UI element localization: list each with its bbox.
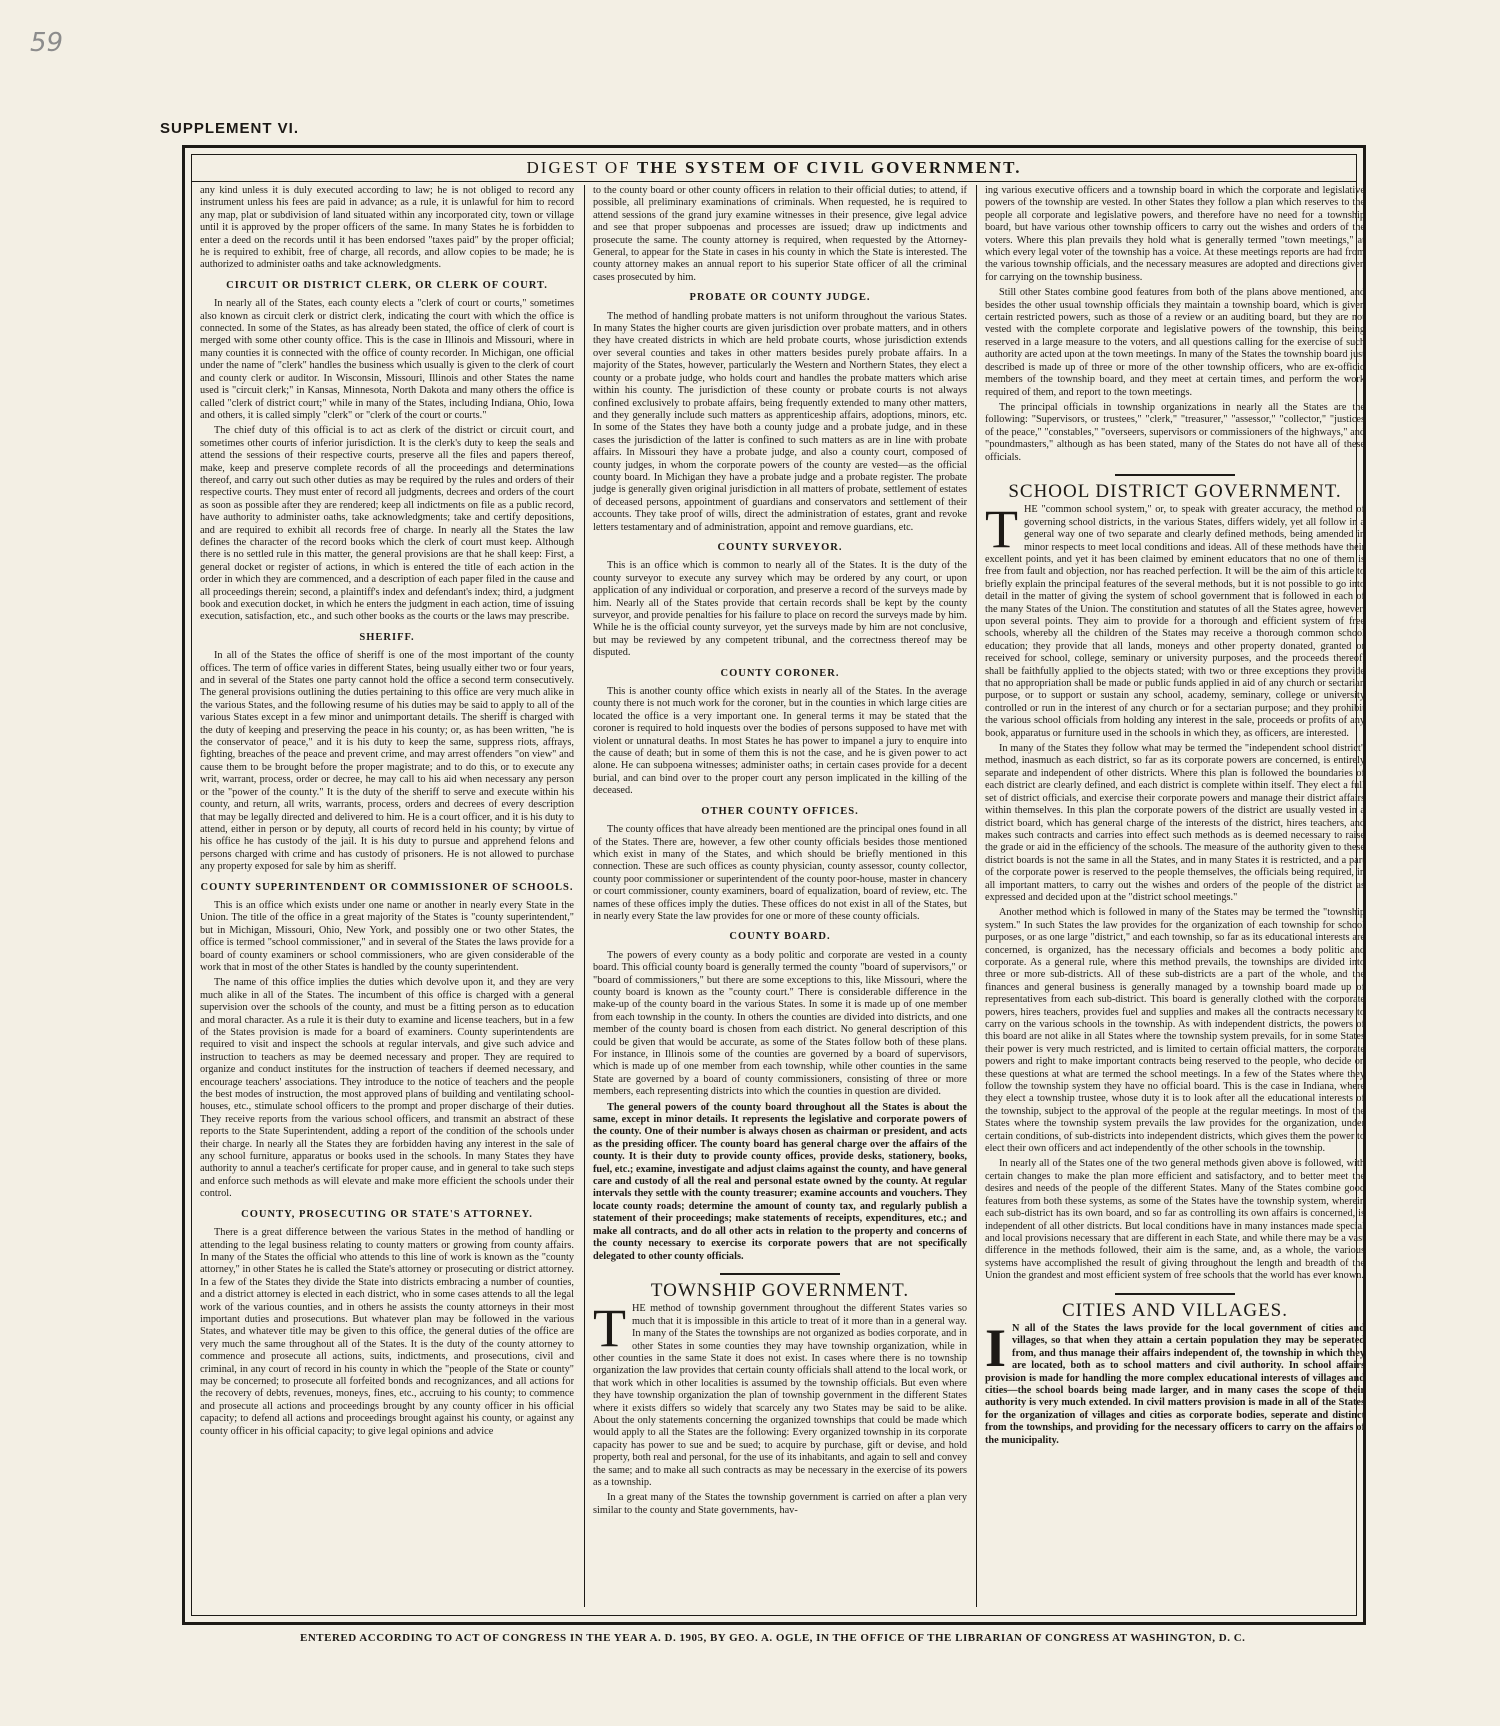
section-heading-superintendent: COUNTY SUPERINTENDENT OR COMMISSIONER OF SCHOOLS. xyxy=(200,881,574,893)
page-frame xyxy=(182,145,1366,1625)
drop-cap: I xyxy=(985,1317,1007,1378)
paragraph: HE "common school system," or, to speak with greater accuracy, the method of governing school districts, in the various States, differs widely, yet all follow in a general way one of two separate and clearly defined methods, being amended in minor respects to meet local conditions and ideas. All of these methods have their excellent points, and yet it has been claimed by eminent educators that no one of them is free from fault and objection, nor has reached perfection. It will be the aim of this article to briefly explain the principal features of the several methods, but it is not possible to go into detail in the matter of giving the system of school government that is followed in each of the many States of the Union. The constitution and statutes of all the States agree, however, upon several points. They aim to provide for a thorough and efficient system of free schools, whereby all the children of the States may receive a thorough common school education; they provide that all lands, moneys and other property donated, granted or received for school, college, seminary or university purposes, and the proceeds thereof, shall be faithfully applied to the objects stated; with two or three exceptions they provide that no appropriation shall be made or public funds applied in aid of any church or sectarian purpose, or to support or sustain any school, academy, seminary, college or university controlled or run in the interest of any church or for a sectarian purpose; and they prohibit the various school officials from holding any interest in the sale, proceeds or profits of any book, apparatus or furniture used in the schools in which they, as officers, are interested. xyxy=(985,504,1365,739)
section-heading-other-offices: OTHER COUNTY OFFICES. xyxy=(701,805,859,817)
section-heading-attorney: COUNTY, PROSECUTING OR STATE'S ATTORNEY. xyxy=(241,1208,533,1220)
section-heading-circuit-clerk: CIRCUIT OR DISTRICT CLERK, OR CLERK OF COURT. xyxy=(226,279,548,291)
paragraph: This is another county office which exists in nearly all of the States. In the average county there is not much work for the coroner, but in the counties in which large cities are located the office is a very important one. In general terms it may be stated that the coroner is required to hold inquests over the bodies of persons supposed to have met with violent or unnatural deaths. In most States he has power to impanel a jury to enquire into the cause of death; but in some of them this is not the case, and he is given power to act alone. He can subpoena witnesses; administer oaths; in certain cases provide for a decent burial, and can bind over to the proper court any person implicated in the killing of the deceased. xyxy=(593,686,967,797)
section-heading-township: TOWNSHIP GOVERNMENT. xyxy=(650,1279,910,1301)
paragraph: The general powers of the county board throughout all the States is about the same, except in minor details. It represents the legislative and corporate powers of the county. One of their number is always chosen as chairman or president, and acts as the presiding officer. The county board has general charge over the affairs of the county. It is their duty to provide county offices, provide desks, stationery, books, fuel, etc.; examine, investigate and adjust claims against the county, and have general care and custody of all the real and personal estate owned by the county. At regular intervals they settle with the county treasurer; examine accounts and vouchers. They locate county roads; determine the amount of county tax, and regularly publish a statement of their proceedings; make statements of receipts, expenditures, etc.; and make all contracts, and do all other acts in relation to the property and concerns of the county necessary to exercise its corporate powers that are not specifically delegated to other county officials. xyxy=(593,1101,967,1262)
paragraph: N all of the States the laws provide for the local government of cities and villages, so that when they attain a certain population they may be seperated from, and thus manage their affairs independent of, the township in which they are located, both as to school matters and civil authority. In school affairs provision is made for handling the more complex educational interests of villages and cities—the school boards being made larger, and in many cases the scope of their authority is very much extended. In civil matters provision is made in all of the States for the organization of villages and cities as corporate bodies, seperate and distinct from the townships, and providing for the necessary officers to carry on the affairs of the municipality. xyxy=(985,1322,1365,1446)
page-number-annotation: 59 xyxy=(30,28,64,58)
paragraph: In nearly all of the States, each county elects a "clerk of court or courts," sometimes also known as circuit clerk or district clerk, indicating the court with which the office is connected. In some of the States, as has already been stated, the office of clerk of court is merged with some other county office. This is the case in Illinois and Missouri, where in many counties it is connected with the office of county recorder. In Michigan, one official under the name of "clerk" handles the business which usually is given to the clerk of court and county clerk or auditor. In Wisconsin, Missouri, Illinois and other States the name used is "circuit clerk;" in Kansas, Minnesota, North Dakota and many others the office is called "clerk of district court;" while in many of the States, including Indiana, Ohio, Iowa and others, it is called simply "clerk" or "clerk of the court or courts." xyxy=(200,298,574,421)
paragraph: In many of the States they follow what may be termed the "independent school district" method, inasmuch as each district, so far as its corporate powers are concerned, is entirely separate and independent of other districts. Where this plan is followed the boundaries of each district are clearly defined, and each district is complete within itself. They elect a full set of district officials, and exercise their corporate powers and manage their district affairs within themselves. In this plan the corporate powers of the district are usually vested in a district board, which has general charge of the interests of the district, hires teachers, and makes such contracts and carries into effect such methods as is deemed necessary to raise the grade or aid in the efficiency of the schools. The measure of the authority given to these district boards is not the same in all the States, and in many States it is restricted, and a part of the corporate power is reserved to the people themselves, the officials being required, in all important matters, to carry out the wishes and orders of the people of the district as expressed and decided upon at the "district school meetings." xyxy=(985,743,1365,903)
paragraph: This is an office which exists under one name or another in nearly every State in the Union. The title of the office in a great majority of the States is "county superintendent," but in Michigan, Missouri, Ohio, New York, and possibly one or two other States, the office is termed "school commissioner," and in several of the States the laws provide for a board of county examiners or school commissioners, who are given considerable of the work that in most of the other States is handled by the county superintendent. xyxy=(200,899,574,973)
masthead-pre: DIGEST OF xyxy=(526,158,631,177)
divider xyxy=(720,1273,840,1275)
copyright-footer: ENTERED ACCORDING TO ACT OF CONGRESS IN THE YEAR A. D. 1905, BY GEO. A. OGLE, IN THE OFFICE OF THE LIBRARIAN OF CONGRESS AT WASHINGTON, D. C. xyxy=(300,1632,1246,1644)
paragraph: The name of this office implies the duties which devolve upon it, and they are very much alike in all of the States. The incumbent of this office is charged with a general supervision over the schools of the county, and must be a fitting person as to education and moral character. As a rule it is their duty to examine and license teachers, but in a few of the States provision is made for a board of examiners. County superintendents are required to visit and inspect the schools at regular intervals, and give such advice and instruction to teachers as may be deemed necessary and proper. They are required to organize and conduct institutes for the instruction of teachers if deemed necessary, and encourage teachers' associations. They introduce to the notice of teachers and the people the best modes of instruction, the most approved plans of building and ventilating school-houses, etc., stimulate school officers to the prompt and proper discharge of their duties. They receive reports from the various school officers, and transmit an abstract of these reports to the State Superintendent, adding a report of the condition of the schools under their charge. In nearly all the States they are forbidden having any interest in the sale of any school furniture, apparatus or books used in the schools. In many States they have authority to annul a teacher's certificate for proper cause, and in general to take such steps and enforce such methods as will elevate and make more efficient the schools under their control. xyxy=(200,977,574,1200)
divider xyxy=(1115,474,1235,476)
section-heading-school-district: SCHOOL DISTRICT GOVERNMENT. xyxy=(1008,480,1342,502)
paragraph: In a great many of the States the township government is carried on after a plan very similar to the county and State governments, hav- xyxy=(593,1492,967,1516)
supplement-label: SUPPLEMENT VI. xyxy=(160,120,300,137)
section-heading-probate: PROBATE OR COUNTY JUDGE. xyxy=(689,292,871,304)
inner-frame xyxy=(191,154,1365,1616)
paragraph: In all of the States the office of sheriff is one of the most important of the county offices. The term of office varies in different States, being usually either two or four years, and in several of the States one party cannot hold the office a second term consecutively. The general provisions outlining the duties pertaining to this office are very much alike in the various States, and the following resume of his duties may be said to apply to all of the various States except in a few minor and unimportant details. The sheriff is charged with the duty of keeping and preserving the peace in his county; or, as has been written, "he is the conservator of peace," and it is his duty to keep the same, suppress riots, affrays, fighting, breaches of the peace and prevent crime, and may arrest offenders "on view" and cause them to be brought before the proper magistrate; and to do this, or to execute any writ, warrant, process, order or decree, he may call to his aid when necessary any person or the "power of the county." It is the duty of the sheriff to serve and execute within his county, and return, all writs, warrants, process, orders and decrees of every description that may be legally directed and delivered to him. He is a court officer, and it is his duty to attend, either in person or by deputy, all courts of record held in his county; by virtue of his office he has custody of the jail. It is his duty to pursue and apprehend felons and persons charged with crime and has custody of prisoners. He is not allowed to purchase any property exposed for sale by him as sheriff. xyxy=(200,650,574,873)
paragraph: The chief duty of this official is to act as clerk of the district or circuit court, and sometimes other courts of inferior jurisdiction. It is the clerk's duty to keep the seals and attend the sessions of their respective courts, preserve all the files and papers thereof, make, keep and preserve complete records of all the proceedings and determinations thereof, and carry out such other duties as may be required by the rules and orders of their respective courts. They must enter of record all judgments, decrees and orders of the court as soon as possible after they are rendered; keep all indictments on file as a public record, have authority to administer oaths, take acknowledgments; take and certify depositions, and are required to exhibit all records free of charge. In nearly all the States the law defines the character of the record books which the clerk of court must keep. Although there is no settled rule in this matter, the general provisions are that he shall keep: First, a general docket or register of actions, in which is entered the title of each action in the order in which they are commenced, and a description of each paper filed in the cause and all proceedings therein; second, a plaintiff's index and defendant's index; third, a judgment book and execution docket, in which he enters the judgment in each action, time of issuing execution, satisfaction, etc., and such other books as the courts or the laws may prescribe. xyxy=(200,425,574,623)
paragraph: any kind unless it is duly executed according to law; he is not obliged to record any instrument unless his fees are paid in advance; as a rule, it is unlawful for him to record any map, plat or subdivision of land situated within any incorporated city, town or village until it is approved by the proper officers of the same. In many States he is forbidden to enter a deed on the records until it has been endorsed "taxes paid" by the proper official; he is required to exhibit, free of charge, all records, and allow copies to be made; he is authorized to administer oaths and take acknowledgments. xyxy=(200,185,574,271)
paragraph: ing various executive officers and a township board in which the corporate and legislative powers of the township are vested. In other States they follow a plan which reserves to the people all corporate and legislative powers, and therefore have no need for a township board, but have various other township officers to carry out the wishes and orders of the voters. Where this plan prevails they hold what is generally termed "town meetings," at which every legal voter of the township has a voice. At these meetings reports are had from the various township officials, and the necessary measures are adopted and directions given for carrying on the township business. xyxy=(985,185,1365,283)
divider xyxy=(1115,1293,1235,1295)
paragraph: The method of handling probate matters is not uniform throughout the various States. In many States the higher courts are given jurisdiction over probate matters, and in others they have created districts in which are held probate courts, whose jurisdiction extends over several counties and takes in other matters besides purely probate affairs. In a majority of the States, however, particularly the Western and Northern States, they elect a county or a probate judge, who holds court and handles the probate matters which arise within his county. The jurisdiction of these county or probate courts is not always confined exclusively to probate affairs, being frequently extended to many other matters, and they generally include such matters as apprenticeship affairs, adoptions, minors, etc. In some of the States they have both a county judge and a probate judge, and in these cases the jurisdiction of the latter is confined to such matters as are in line with probate affairs. In Missouri they have a probate judge, and also a county court, composed of county judges, in whom the corporate powers of the county are vested—as the official county board. In Michigan they have a probate judge and a probate register. The probate judge is generally given original jurisdiction in all matters of probate, settlement of estates of deceased persons, appointment of guardians and conservators and settlement of their accounts. They take proof of wills, direct the administration of estates, grant and revoke letters testamentary and of administration, appoint and remove guardians, etc. xyxy=(593,310,967,533)
drop-cap: T xyxy=(985,499,1018,560)
paragraph: The county offices that have already been mentioned are the principal ones found in all of the States. There are, however, a few other county officials besides those mentioned which exist in many of the States, and which should be briefly mentioned in this connection. These are such offices as county physician, county assessor, county collector, county poor commissioner or superintendent of the county poor-house, master in chancery or court commissioner, county examiners, board of equalization, board of review, etc. The names of these offices imply the duties. These offices do not exist in all of the States, but in nearly every State the law provides for one or more of these county officials. xyxy=(593,824,967,922)
paragraph: In nearly all of the States one of the two general methods given above is followed, with certain changes to make the plan more efficient and satisfactory, and to better meet the desires and needs of the people of the different States. Many of the States combine good features from both these systems, as some of the States have the township system, wherein each sub-district has its own board, and so far as controlling its own affairs is concerned, is independent of all other districts. But local conditions have in many instances made special and local provisions necessary that are different in each State, and while there may be a vast difference in the methods followed, their aim is the same, and, as a whole, the various systems have accomplished the result of giving throughout the length and breadth of the Union the grandest and most efficient system of free schools that the world has ever known. xyxy=(985,1158,1365,1282)
paragraph: HE method of township government throughout the different States varies so much that it is impossible in this article to treat of it more than in a general way. In many of the States the townships are not organized as bodies corporate, and in other States in some counties they may have township organization, while in other counties in the same State it does not exist. In cases where there is no township organization the law provides that certain county officials shall attend to the local work, or that work which in other localities is assumed by the township officials. But even where they have township organization the plan of township government in the different States where it exists differs so widely that scarcely any two States may be said to be alike. About the only statements concerning the organized townships that could be made which would apply to all the States are the following: Every organized township in its corporate capacity has power to sue and be sued; to acquire by purchase, gift or devise, and hold property, both real and personal, for the use of its inhabitants, and again to sell and convey the same; and to make all such contracts as may be necessary in the exercise of its powers as a township. xyxy=(593,1303,967,1488)
paragraph: There is a great difference between the various States in the method of handling or attending to the legal business relating to county matters or growing from county affairs. In many of the States the official who attends to this line of work is known as the "county attorney," in other States he is called the State's attorney or prosecuting or district attorney. In a few of the States they divide the State into districts embracing a number of counties, and a district attorney is elected in each district, who in some cases attends to all the legal work of the various counties, and in others he assists the county attorneys in their most important duties and prosecutions. But whatever plan may be followed in the various States, and whatever title may be given to this office, the general duties of the office are very much the same throughout all of the States. It is the duty of the county attorney to commence and prosecute all actions, suits, indictments, and prosecutions, civil and criminal, in any court of record in his county in which the "people of the State or county" may be concerned; to prosecute all forfeited bonds and recognizances, and all actions for the recovery of debts, revenues, moneys, fines, etc., accruing to his county; to commence and prosecute all actions and proceedings brought by any county officer in his official capacity; to defend all actions and proceedings brought against his county, or against any county officer in his official capacity; to give legal opinions and advice xyxy=(200,1227,574,1437)
masthead-title: THE SYSTEM OF CIVIL GOVERNMENT. xyxy=(636,158,1022,177)
paragraph: to the county board or other county officers in relation to their official duties; to attend, if possible, all preliminary examinations of criminals. When requested, he is required to attend sessions of the grand jury examine witnesses in their presence, give legal advice and see that proper subpoenas and processes are issued; draw up indictments and prosecute the same. The county attorney is required, when requested by the Attorney-General, to appear for the State in cases in his county in which the State is interested. The county attorney makes an annual report to his superior State officer of all the criminal cases prosecuted by him. xyxy=(593,185,967,283)
paragraph: The powers of every county as a body politic and corporate are vested in a county board. This official county board is generally termed the county "board of supervisors," or "board of commissioners," but there are some exceptions to this, like Missouri, where the county board is known as the "county court." There is considerable difference in the make-up of the county board in the various States. In some it is made up of one member from each township in the county. In others the counties are divided into districts, and one member of the county board is chosen from each district. No general description of this could be given that would be accurate, as some of the States follow both of these plans. For instance, in Illinois some of the counties are governed by a board of supervisors, which is made up of one member from each township, while other counties in the same State are governed by a board of county commissioners, consisting of three or more members, each representing districts into which the counties in question are divided. xyxy=(593,949,967,1098)
section-heading-surveyor: COUNTY SURVEYOR. xyxy=(717,541,843,553)
paragraph: Still other States combine good features from both of the plans above mentioned, and besides the other usual township officials they maintain a township board, which is given certain restricted powers, such as those of a review or an auditing board, but they are not vested with the complete corporate and legislative powers of the township, this being reserved in a large measure to the voters, and all questions calling for the exercise of such authority are acted upon at the town meetings. In many of the States the township board just described is made up of three or more of the other township officers, who are ex-officio members of the township board, and they meet at certain times, and perform the work required of them, and report to the town meetings. xyxy=(985,287,1365,398)
column-1 xyxy=(200,185,574,1607)
column-3 xyxy=(976,185,1365,1607)
paragraph: This is an office which is common to nearly all of the States. It is the duty of the county surveyor to execute any survey which may be ordered by any court, or upon application of any individual or corporation, and preserve a record of the surveys made by him. Nearly all of the States provide that certain records shall be kept by the county surveyor, and provide penalties for his failure to place on record the surveys made by him. While he is the official county surveyor, yet the surveys made by him are not conclusive, but may be reviewed by any competent tribunal, and the correctness thereof may be disputed. xyxy=(593,560,967,659)
section-heading-coroner: COUNTY CORONER. xyxy=(720,667,840,679)
paragraph: Another method which is followed in many of the States may be termed the "township system." In such States the law provides for the organization of each township for school purposes, or as one large "district," and each township, so far as its educational interests are concerned, is organized, has the necessary officials and becomes a body politic and corporate. As a general rule, where this method prevails, the townships are divided into three or more sub-districts. All of these sub-districts are a part of the whole, and the finances and general business is generally managed by a township board made up of representatives from each sub-district. This board is generally clothed with the corporate powers, hires teachers, provides fuel and supplies and makes all the contracts necessary to carry on the various schools in the township. As with independent districts, the powers of this board are not alike in all States where the township system prevails, for in some States their power is very much restricted, and is limited to certain official matters, the corporate powers and right to make important contracts being reserved to the people, who decide on these questions at what are termed the school meetings. In a few of the States where they follow the township system they have no official board. This is the case in Indiana, where they elect a township trustee, whose duty it is to look after all the educational interests of the township, subject to the approval of the people at the regular meetings. In most of the States where the township system prevails the law provides for the organization, under certain conditions, of sub-districts into independent districts, which gives them the power to elect their own officers and act independently of the other schools in the township. xyxy=(985,907,1365,1155)
section-heading-county-board: COUNTY BOARD. xyxy=(729,931,831,943)
section-heading-sheriff: SHERIFF. xyxy=(359,631,415,643)
section-heading-cities: CITIES AND VILLAGES. xyxy=(1061,1299,1288,1321)
drop-cap: T xyxy=(593,1298,626,1359)
column-2 xyxy=(584,185,967,1607)
masthead xyxy=(192,155,1356,182)
paragraph: The principal officials in township organizations in nearly all the States are the following: "Supervisors, or trustees," "clerk," "treasurer," "assessor," "collector," "justices of the peace," "constables," "overseers, supervisors or commissioners of the highways," and "poundmasters," although as has been stated, many of the States do not have all of these officials. xyxy=(985,401,1365,463)
